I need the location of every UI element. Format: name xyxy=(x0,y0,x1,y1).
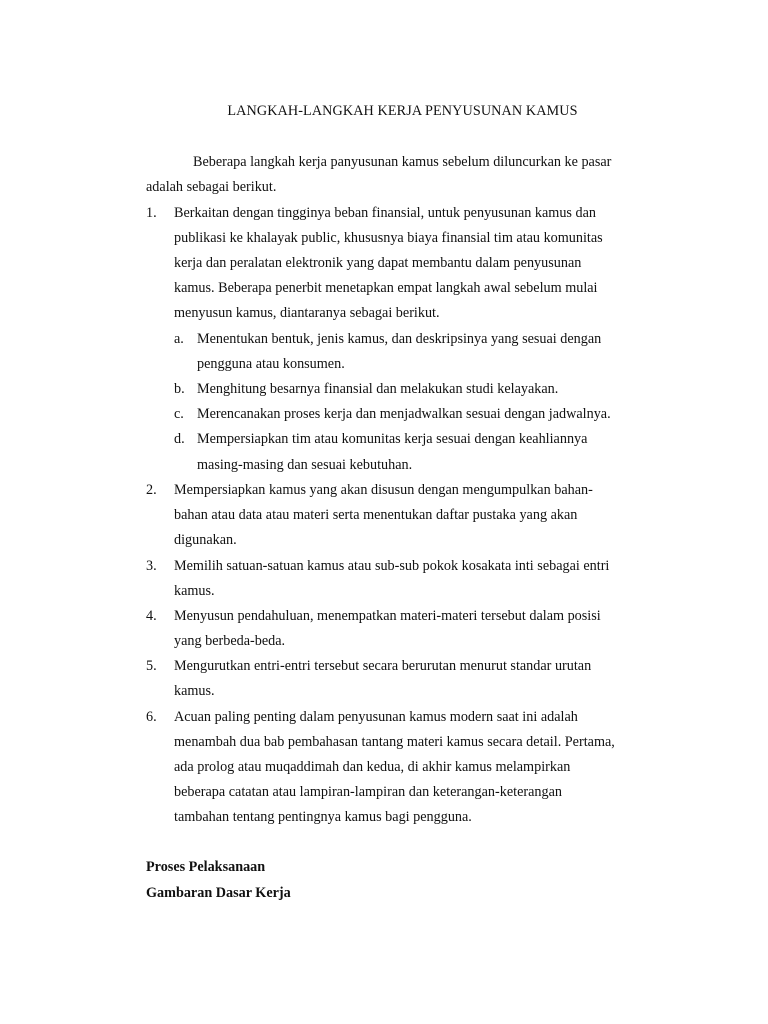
subitem-a-line: Menentukan bentuk, jenis kamus, dan deskripsinya yang sesuai dengan xyxy=(197,331,602,347)
subitem-c-line: Merencanakan proses kerja dan menjadwalkan sesuai dengan jadwalnya. xyxy=(197,406,611,422)
item-6-line: Acuan paling penting dalam penyusunan kamus modern saat ini adalah xyxy=(174,709,578,725)
item-number-4: 4. xyxy=(146,608,157,624)
section-heading-gambaran: Gambaran Dasar Kerja xyxy=(146,885,291,901)
item-6-line: ada prolog atau muqaddimah dan kedua, di akhir kamus melampirkan xyxy=(174,759,571,775)
subitem-a-line: pengguna atau konsumen. xyxy=(197,356,345,372)
item-number-6: 6. xyxy=(146,709,157,725)
item-number-1: 1. xyxy=(146,205,157,221)
subitem-letter-b: b. xyxy=(174,381,185,397)
subitem-letter-a: a. xyxy=(174,331,184,347)
subitem-letter-c: c. xyxy=(174,406,184,422)
item-2-line: bahan atau data atau materi serta menentukan daftar pustaka yang akan xyxy=(174,507,578,523)
document-title: LANGKAH-LANGKAH KERJA PENYUSUNAN KAMUS xyxy=(227,103,578,119)
intro-line-1: Beberapa langkah kerja panyusunan kamus sebelum diluncurkan ke pasar xyxy=(193,154,612,170)
item-4-line: yang berbeda-beda. xyxy=(174,633,286,649)
item-6-line: beberapa catatan atau lampiran-lampiran dan keterangan-keterangan xyxy=(174,784,562,800)
item-2-line: digunakan. xyxy=(174,532,237,548)
item-1-line: publikasi ke khalayak public, khususnya biaya finansial tim atau komunitas xyxy=(174,230,603,246)
item-5-line: kamus. xyxy=(174,683,215,699)
item-3-line: kamus. xyxy=(174,583,215,599)
subitem-b-line: Menghitung besarnya finansial dan melakukan studi kelayakan. xyxy=(197,381,559,397)
subitem-letter-d: d. xyxy=(174,431,185,447)
item-1-line: kamus. Beberapa penerbit menetapkan empat langkah awal sebelum mulai xyxy=(174,280,598,296)
item-number-2: 2. xyxy=(146,482,157,498)
item-number-5: 5. xyxy=(146,658,157,674)
item-1-line: menyusun kamus, diantaranya sebagai berikut. xyxy=(174,305,440,321)
item-2-line: Mempersiapkan kamus yang akan disusun dengan mengumpulkan bahan- xyxy=(174,482,593,498)
item-1-line: Berkaitan dengan tingginya beban finansial, untuk penyusunan kamus dan xyxy=(174,205,596,221)
item-5-line: Mengurutkan entri-entri tersebut secara berurutan menurut standar urutan xyxy=(174,658,592,674)
item-6-line: menambah dua bab pembahasan tantang materi kamus secara detail. Pertama, xyxy=(174,734,615,750)
intro-line-2: adalah sebagai berikut. xyxy=(146,179,277,195)
subitem-d-line: Mempersiapkan tim atau komunitas kerja sesuai dengan keahliannya xyxy=(197,431,588,447)
item-1-line: kerja dan peralatan elektronik yang dapat membantu dalam penyusunan xyxy=(174,255,582,271)
item-3-line: Memilih satuan-satuan kamus atau sub-sub pokok kosakata inti sebagai entri xyxy=(174,558,610,574)
item-6-line: tambahan tentang pentingnya kamus bagi pengguna. xyxy=(174,809,472,825)
item-4-line: Menyusun pendahuluan, menempatkan materi-materi tersebut dalam posisi xyxy=(174,608,601,624)
subitem-d-line: masing-masing dan sesuai kebutuhan. xyxy=(197,457,413,473)
section-heading-proses: Proses Pelaksanaan xyxy=(146,859,266,875)
item-number-3: 3. xyxy=(146,558,157,574)
